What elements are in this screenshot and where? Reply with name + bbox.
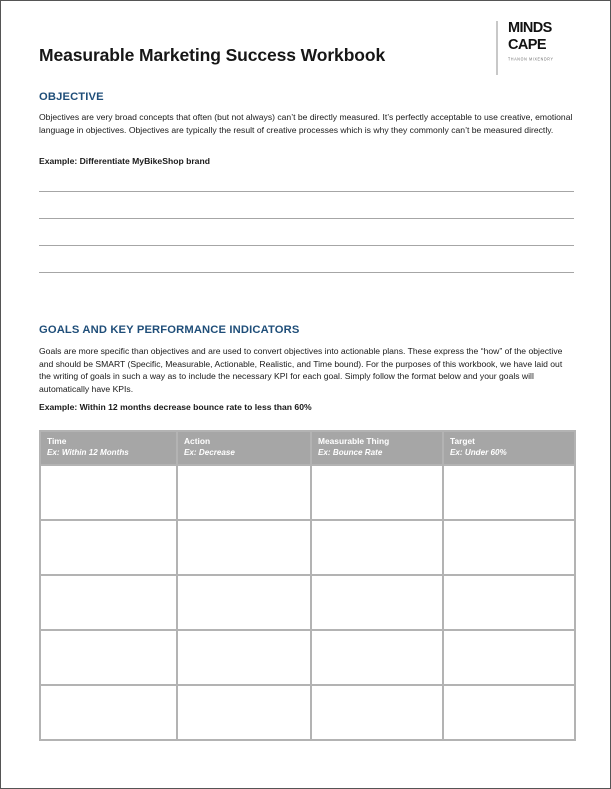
cell-time[interactable] (40, 520, 177, 575)
cell-target[interactable] (443, 575, 575, 630)
logo-tagline: THANON MIXENDRY (508, 57, 554, 62)
cell-action[interactable] (177, 575, 311, 630)
column-header-label: Action (184, 436, 211, 446)
logo-line-1: MINDS (508, 21, 552, 36)
cell-measurable-thing[interactable] (311, 465, 443, 520)
goals-example: Example: Within 12 months decrease bounce rate to less than 60% (39, 402, 312, 412)
column-header-target (443, 431, 575, 465)
logo-line-2: CAPE (508, 38, 546, 53)
cell-action[interactable] (177, 685, 311, 740)
column-header-example: Ex: Bounce Rate (318, 448, 383, 457)
column-header-measurable-thing (311, 431, 443, 465)
mindscape-logo (496, 21, 575, 75)
table-row (40, 630, 575, 685)
column-header-label: Target (450, 436, 475, 446)
table-row (40, 520, 575, 575)
page-title: Measurable Marketing Success Workbook (39, 45, 386, 65)
cell-time[interactable] (40, 575, 177, 630)
column-header-label: Measurable Thing (318, 436, 390, 446)
cell-action[interactable] (177, 630, 311, 685)
objective-section-heading: OBJECTIVE (39, 91, 104, 103)
column-header-example: Ex: Decrease (184, 448, 235, 457)
column-header-label: Time (47, 436, 67, 446)
table-row (40, 685, 575, 740)
answer-line[interactable] (39, 218, 574, 219)
cell-measurable-thing[interactable] (311, 630, 443, 685)
goals-section-heading: GOALS AND KEY PERFORMANCE INDICATORS (39, 324, 300, 336)
cell-target[interactable] (443, 630, 575, 685)
page-header (39, 21, 575, 85)
cell-target[interactable] (443, 685, 575, 740)
cell-target[interactable] (443, 520, 575, 575)
column-header-example: Ex: Under 60% (450, 448, 507, 457)
goals-kpi-table (39, 430, 576, 741)
cell-action[interactable] (177, 520, 311, 575)
objective-example: Example: Differentiate MyBikeShop brand (39, 156, 210, 166)
cell-time[interactable] (40, 630, 177, 685)
goals-description: Goals are more specific than objectives and are used to convert objectives into actionable plans. These express the “how” of the objective and should be SMART (Specific, Measurable, Actionable, Realistic, and Time bound). For the purposes of this workbook, we have laid out the writing of goals in such a way as to include the necessary KPI for each goal. Simply follow the format below and your goals will automatically have KPIs. (39, 346, 563, 394)
objective-answer-lines[interactable] (39, 191, 574, 273)
cell-measurable-thing[interactable] (311, 685, 443, 740)
answer-line[interactable] (39, 191, 574, 192)
table-body (40, 465, 575, 740)
table-row (40, 575, 575, 630)
cell-measurable-thing[interactable] (311, 575, 443, 630)
page-sheet (1, 1, 610, 788)
cell-target[interactable] (443, 465, 575, 520)
answer-line[interactable] (39, 272, 574, 273)
column-header-action (177, 431, 311, 465)
column-header-time (40, 431, 177, 465)
column-header-example: Ex: Within 12 Months (47, 448, 129, 457)
answer-line[interactable] (39, 245, 574, 246)
cell-measurable-thing[interactable] (311, 520, 443, 575)
cell-action[interactable] (177, 465, 311, 520)
cell-time[interactable] (40, 465, 177, 520)
cell-time[interactable] (40, 685, 177, 740)
table-header-row (40, 431, 575, 465)
objective-description: Objectives are very broad concepts that often (but not always) can’t be directly measured. It’s perfectly acceptable to use creative, emotional language in objectives. Objectives are typically the result of creative processes which is why they commonly can’t be measured directly. (39, 112, 573, 135)
table-row (40, 465, 575, 520)
